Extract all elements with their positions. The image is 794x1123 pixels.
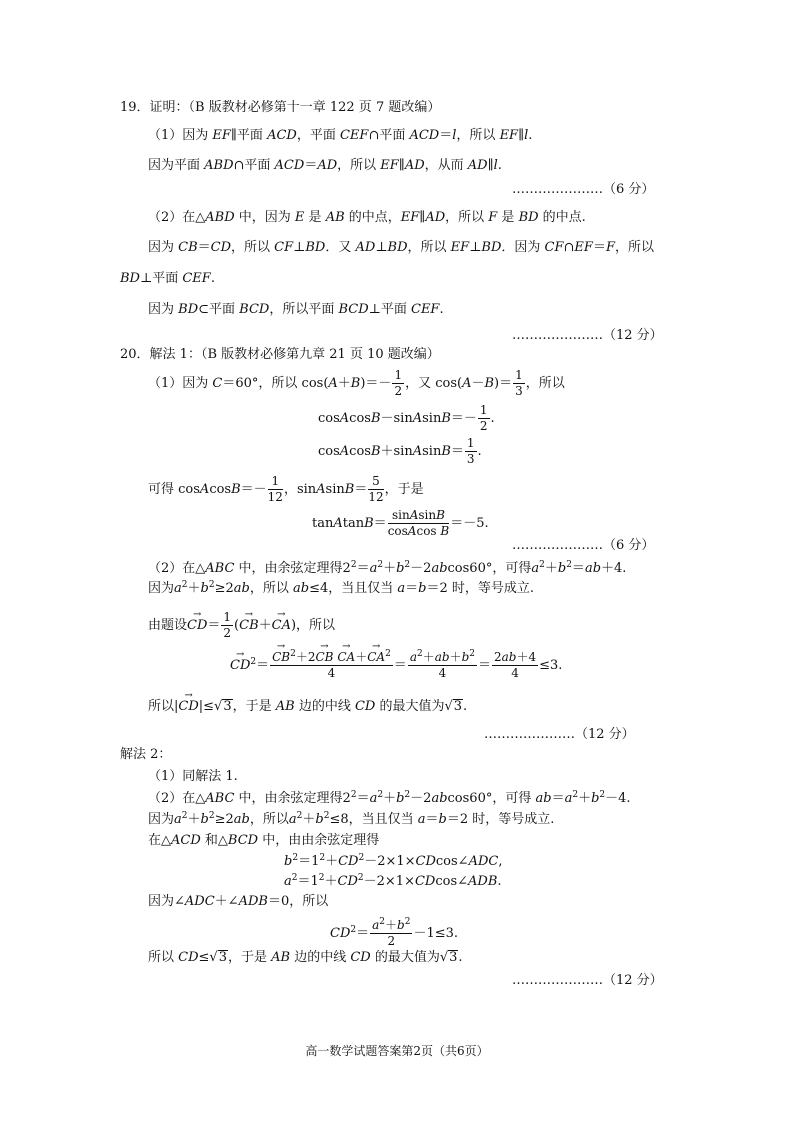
m2-eq-1: $b^2=1^2+CD^2-2\times 1\times CDcos\angle ADC$,	[284, 853, 503, 869]
score-text: …………………（6 分）	[512, 538, 655, 553]
m2-line-2: （2）在△ABC 中，由余弦定理得$2^2=a^2+b^2-2abcos60^\circ$，可得 $ab=a^2+b^2-4$.	[148, 790, 631, 806]
score-text: …………………（12 分）	[484, 727, 635, 742]
m2-eq-3: $CD^2=$ $\frac{a^2+b^2}{2}$ －1≤3.	[330, 917, 459, 948]
p20-score-2	[484, 726, 635, 744]
m2-eq-2: $a^2=1^2+CD^2-2\times 1\times CDcos\angle ADB$.	[284, 873, 502, 889]
p20-eq-2: cosAcosB＋sinAsinB＝ $\frac{1}{3}$ .	[318, 436, 482, 466]
p20-line-1: （1）因为 C＝60°，所以 cos(A＋B)＝－ $\frac{1}{2}$ ，又 cos(A－B)＝ $\frac{1}{3}$ ，所以	[148, 368, 565, 398]
p20-eq-3: tanAtanB＝ $\frac{\text{sinAsinB}}{\text{cosAcos B}}$ ＝－5.	[312, 508, 489, 538]
m2-score	[512, 972, 663, 990]
p19-line-2: 因为平面 ABD∩平面 ACD＝AD，所以 EF∥AD，从而 AD∥l.	[148, 158, 502, 173]
p20-line-2: 可得 cosAcosB＝－ $\frac{1}{12}$ ，sinAsinB＝ $\frac{5}{12}$ ，于是	[148, 474, 424, 504]
p20-eq-4: → $CD^2=$ → $\frac{CB^2+2\to CB \to CA+\to CA^2}{4}$ ＝ $\frac{a^2+ab+b^2}{4}$ ＝ $\frac{2ab+4}{4}$ ≤3.	[230, 650, 562, 681]
page-footer: 高一数学试题答案第2页（共6页）	[305, 1044, 489, 1058]
p20-score-1	[512, 537, 654, 555]
p20-line-3: （2）在△ABC 中，由余弦定理得$2^2=a^2+b^2-2abcos60^\circ$，可得$a^2+b^2=ab+4$.	[148, 560, 627, 576]
p20-eq-1: cosAcosB－sinAsinB＝－ $\frac{1}{2}$ .	[318, 403, 495, 433]
p20-line-5: 由题设→ CD＝ $\frac{1}{2}$ (→ CB＋→ CA)，所以	[148, 610, 335, 641]
p19-line-3: （2）在△ABD 中，因为 E 是 AB 的中点，EF∥AD，所以 F 是 BD 的中点.	[148, 210, 586, 225]
p20-line-4: 因为$a^2+b^2\ge 2ab$，所以 ab≤4，当且仅当 a＝b＝2 时，等号成立.	[148, 580, 535, 596]
p19-line-4: 因为 CB＝CD，所以 CF⊥BD．又 AD⊥BD，所以 EF⊥BD．因为 CF∩EF＝F，所以	[148, 240, 654, 255]
p20-line-6: 所以|→ CD|≤√3，于是 AB 边的中线 CD 的最大值为√3.	[148, 698, 467, 716]
p19-line-6: 因为 BD⊂平面 BCD，所以平面 BCD⊥平面 CEF.	[148, 302, 444, 317]
p20-title: 20．解法 1：（B 版教材必修第九章 21 页 10 题改编）	[120, 347, 440, 362]
p19-title: 19．证明：（B 版教材必修第十一章 122 页 7 题改编）	[120, 100, 441, 115]
score-text: …………………（12 分）	[512, 328, 663, 343]
m2-line-5: 因为∠ADC＋∠ADB＝0，所以	[148, 894, 329, 909]
score-text: …………………（6 分）	[512, 182, 655, 197]
m2-line-1: （1）同解法 1.	[148, 769, 238, 784]
score-text: …………………（12 分）	[512, 973, 663, 988]
m2-line-4: 在△ACD 和△BCD 中，由由余弦定理得	[148, 833, 380, 848]
p19-score-2	[512, 327, 663, 345]
p19-line-1: （1）因为 EF∥平面 ACD，平面 CEF∩平面 ACD＝l，所以 EF∥l.	[148, 128, 533, 143]
m2-title: 解法 2：	[120, 747, 172, 762]
m2-line-3: 因为$a^2+b^2\ge 2ab$，所以$a^2+b^2\le 8$，当且仅当 a＝b＝2 时，等号成立.	[148, 811, 555, 827]
m2-line-6: 所以 CD≤√3，于是 AB 边的中线 CD 的最大值为√3.	[148, 950, 463, 965]
p19-line-5: BD⊥平面 CEF.	[120, 271, 215, 286]
p19-score-1	[512, 181, 654, 199]
